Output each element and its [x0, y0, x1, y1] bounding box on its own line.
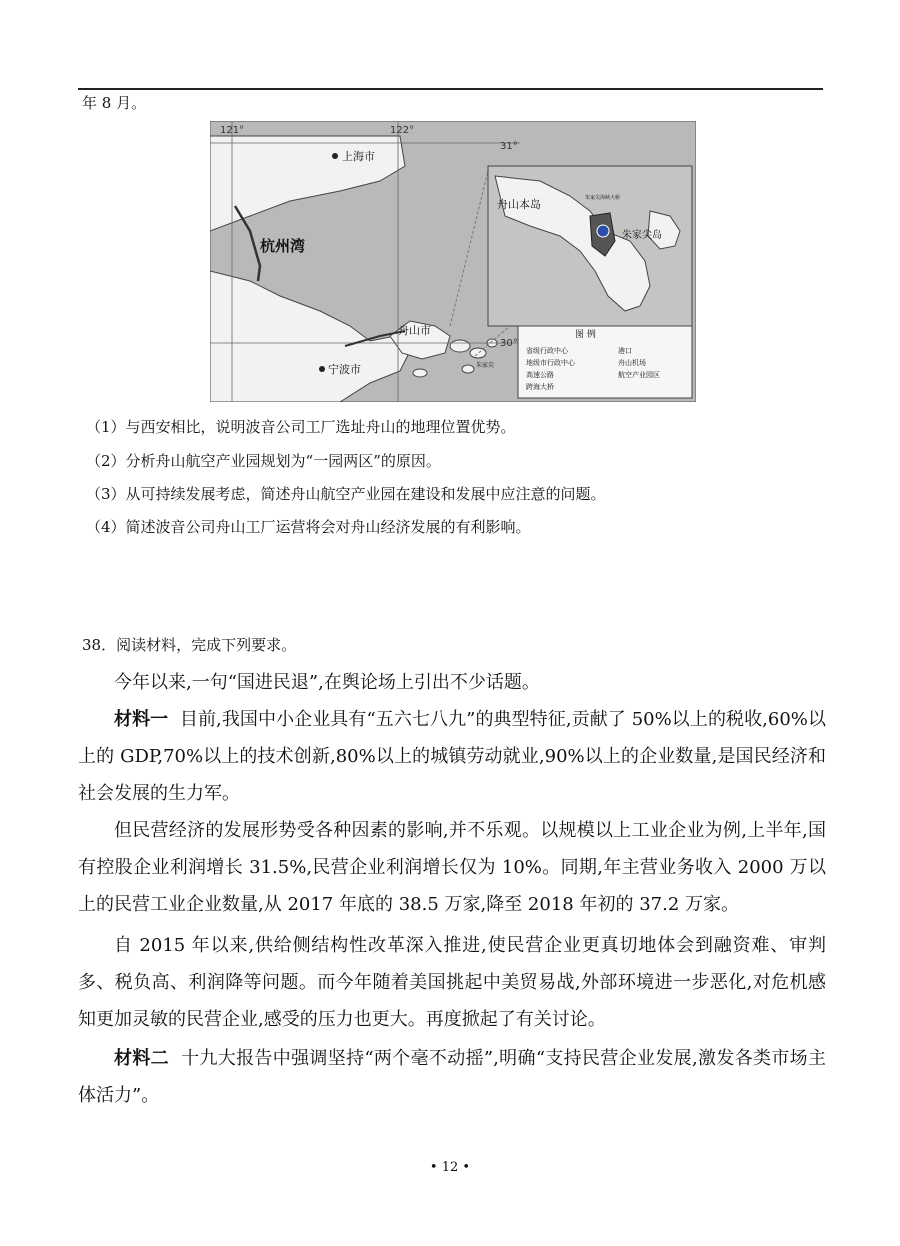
paragraph-3: 自 2015 年以来,供给侧结构性改革深入推进,使民营企业更真切地体会到融资难、审判多、税负高、利润降等问题。而今年随着美国挑起中美贸易战,外部环境进一步恶化,对危机感知更加灵敏的民营企业,感受的压力也更大。再度掀起了有关讨论。	[78, 935, 826, 1030]
shanghai-marker-icon	[332, 153, 338, 159]
material-2-paragraph	[78, 1040, 826, 1114]
lon-122-label: 122°	[390, 125, 415, 136]
material-2-label: 材料二	[114, 1048, 169, 1069]
question-2: （2）分析舟山航空产业园规划为“一园两区”的原因。	[86, 452, 441, 470]
island-small	[470, 348, 486, 358]
zhujiajian-small-label: 朱家尖	[476, 362, 495, 369]
shanghai-label: 上海市	[342, 150, 375, 163]
material-2-text: 十九大报告中强调坚持“两个毫不动摇”,明确“支持民营企业发展,激发各类市场主体活力”。	[78, 1048, 827, 1106]
legend-item: 舟山机场	[618, 359, 646, 367]
question-4: （4）简述波音公司舟山工厂运营将会对舟山经济发展的有利影响。	[86, 518, 531, 536]
lon-121-label: 121°	[220, 125, 245, 136]
lat-30-label: 30°	[500, 338, 518, 349]
question-38-heading: 38．阅读材料，完成下列要求。	[82, 636, 297, 654]
zhoushan-city-label: 舟山市	[398, 324, 431, 337]
legend-item: 省级行政中心	[526, 347, 568, 355]
paragraph-2: 但民营经济的发展形势受各种因素的影响,并不乐观。以规模以上工业企业为例,上半年,国有控股企业利润增长 31.5%,民营企业利润增长仅为 10%。同期,年主营业务收入 2000 万以上的民营工业企业数量,从 2017 年底的 38.5 万家,降至 2018 年初的 37.2 万家。	[78, 820, 826, 915]
page-number: • 12 •	[429, 1160, 471, 1175]
question-1: （1）与西安相比，说明波音公司工厂选址舟山的地理位置优势。	[86, 418, 516, 436]
legend-item: 地级市行政中心	[526, 359, 575, 367]
header-rule	[78, 88, 823, 90]
intro-paragraph: 今年以来,一句“国进民退”,在舆论场上引出不少话题。	[114, 672, 540, 693]
island-small	[462, 365, 474, 373]
airport-icon	[597, 225, 609, 237]
inset-island-label: 舟山本岛	[497, 198, 541, 211]
hangzhou-bay-label: 杭州湾	[260, 237, 306, 255]
inset-zhujiajian-label: 朱家尖岛	[622, 230, 662, 241]
previous-page-fragment: 年 8 月。	[82, 94, 147, 112]
lat-31-label: 31°	[500, 141, 518, 152]
legend-item: 航空产业园区	[618, 371, 660, 379]
zhoushan-map	[210, 121, 696, 402]
island-small	[450, 340, 470, 352]
island-small	[413, 369, 427, 377]
legend-item: 港口	[618, 347, 632, 355]
material-1-label: 材料一	[114, 709, 169, 730]
inset-bridge-label: 朱家尖海峡大桥	[585, 195, 621, 201]
ningbo-label: 宁波市	[328, 363, 361, 376]
material-1-text: 目前,我国中小企业具有“五六七八九”的典型特征,贡献了 50%以上的税收,60%以上的 GDP,70%以上的技术创新,80%以上的城镇劳动就业,90%以上的企业数量,是国民经济和社会发展的生力军。	[78, 709, 826, 804]
legend-item: 跨海大桥	[526, 383, 554, 391]
legend-title: 图 例	[575, 330, 596, 340]
ningbo-marker-icon	[319, 366, 325, 372]
question-3: （3）从可持续发展考虑，简述舟山航空产业园在建设和发展中应注意的问题。	[86, 485, 606, 503]
legend-item: 高速公路	[526, 371, 554, 379]
material-1-paragraph	[78, 701, 826, 812]
